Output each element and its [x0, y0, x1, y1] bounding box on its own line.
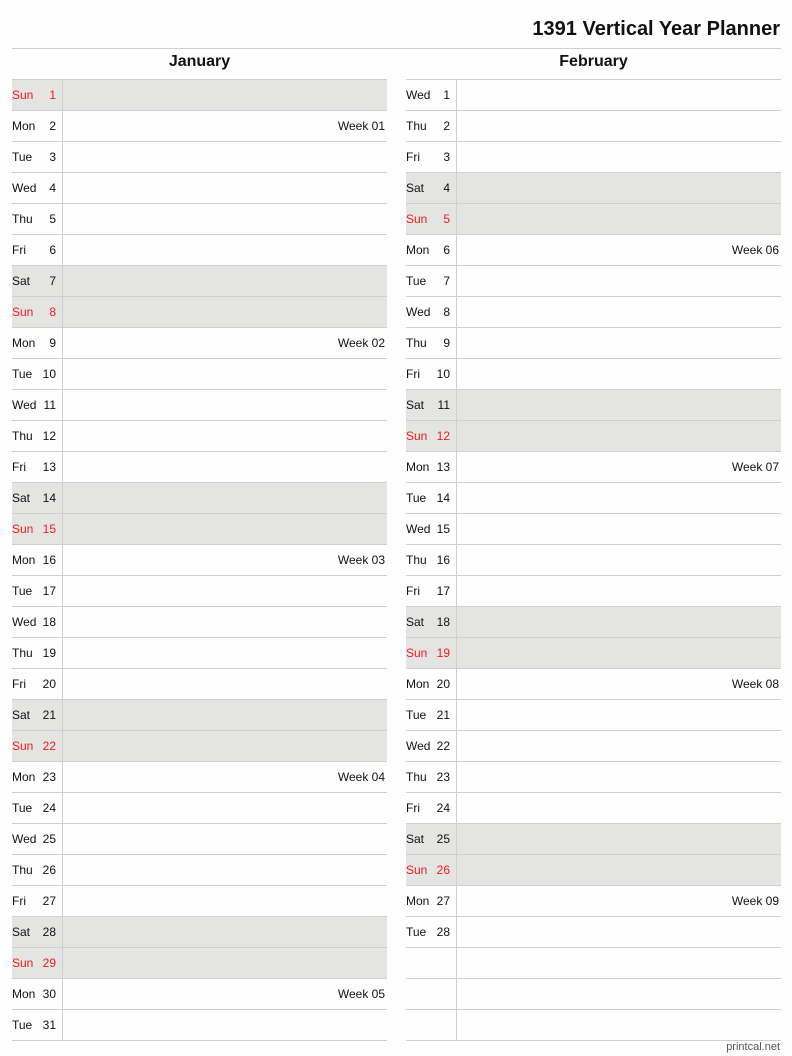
column-divider [456, 203, 457, 234]
day-of-week: Fri [406, 367, 420, 381]
day-row[interactable] [406, 762, 781, 793]
day-of-week: Thu [406, 770, 427, 784]
day-of-week: Fri [406, 801, 420, 815]
day-number: 12 [42, 429, 56, 443]
day-number: 29 [42, 956, 56, 970]
day-row[interactable] [406, 855, 781, 886]
day-of-week: Fri [12, 894, 26, 908]
page-title: 1391 Vertical Year Planner [532, 18, 780, 40]
day-number: 26 [42, 863, 56, 877]
day-of-week: Sat [12, 491, 31, 505]
day-number: 20 [42, 677, 56, 691]
day-number: 14 [436, 491, 450, 505]
day-of-week: Wed [406, 88, 431, 102]
day-number: 17 [436, 584, 450, 598]
day-row[interactable] [12, 1010, 387, 1041]
day-row[interactable] [12, 483, 387, 514]
day-row[interactable] [12, 979, 387, 1010]
day-number: 31 [42, 1018, 56, 1032]
day-of-week: Tue [406, 708, 427, 722]
month-january [12, 53, 387, 1032]
day-number: 27 [42, 894, 56, 908]
column-divider [456, 854, 457, 885]
column-divider [456, 389, 457, 420]
day-of-week: Thu [12, 212, 33, 226]
day-number: 3 [49, 150, 56, 164]
day-of-week: Sun [406, 863, 428, 877]
day-row[interactable] [12, 297, 387, 328]
day-row[interactable] [406, 1010, 781, 1041]
day-of-week: Tue [406, 925, 427, 939]
day-row[interactable] [12, 638, 387, 669]
day-number: 17 [42, 584, 56, 598]
day-number: 22 [42, 739, 56, 753]
week-label: Week 07 [731, 460, 779, 474]
day-list [406, 79, 781, 1041]
day-row[interactable] [12, 731, 387, 762]
day-row[interactable] [406, 638, 781, 669]
title-divider [12, 48, 781, 49]
column-divider [62, 358, 63, 389]
day-number: 25 [42, 832, 56, 846]
week-label: Week 09 [731, 894, 779, 908]
column-divider [456, 792, 457, 823]
day-row[interactable] [406, 793, 781, 824]
day-row[interactable] [12, 607, 387, 638]
day-of-week: Mon [12, 770, 36, 784]
day-number: 22 [436, 739, 450, 753]
column-divider [62, 885, 63, 916]
column-divider [456, 420, 457, 451]
column-divider [62, 265, 63, 296]
day-of-week: Mon [12, 336, 36, 350]
week-label: Week 02 [337, 336, 385, 350]
week-label: Week 03 [337, 553, 385, 567]
day-of-week: Tue [12, 801, 33, 815]
day-row[interactable] [12, 762, 387, 793]
day-of-week: Thu [406, 119, 427, 133]
day-row[interactable] [12, 266, 387, 297]
column-divider [62, 637, 63, 668]
day-row[interactable] [406, 607, 781, 638]
column-divider [456, 668, 457, 699]
day-of-week: Sun [12, 305, 34, 319]
column-divider [62, 699, 63, 730]
day-number: 27 [436, 894, 450, 908]
column-divider [456, 916, 457, 947]
day-of-week: Thu [12, 429, 33, 443]
day-of-week: Sun [12, 739, 34, 753]
day-row[interactable] [406, 824, 781, 855]
column-divider [62, 606, 63, 637]
day-row[interactable] [12, 576, 387, 607]
day-row[interactable] [406, 142, 781, 173]
day-row[interactable] [406, 669, 781, 700]
column-divider [456, 730, 457, 761]
day-number: 28 [436, 925, 450, 939]
day-row[interactable] [12, 855, 387, 886]
day-of-week: Fri [12, 243, 26, 257]
column-divider [62, 823, 63, 854]
day-number: 12 [436, 429, 450, 443]
footer-credit: printcal.net [726, 1041, 780, 1053]
day-number: 6 [443, 243, 450, 257]
day-row[interactable] [406, 576, 781, 607]
day-of-week: Wed [406, 522, 431, 536]
day-row[interactable] [12, 700, 387, 731]
day-of-week: Fri [406, 584, 420, 598]
column-divider [62, 1009, 63, 1040]
column-divider [62, 389, 63, 420]
day-number: 23 [42, 770, 56, 784]
column-divider [62, 203, 63, 234]
column-divider [62, 575, 63, 606]
week-label: Week 05 [337, 987, 385, 1001]
column-divider [62, 978, 63, 1009]
day-of-week: Sun [406, 429, 428, 443]
column-divider [456, 482, 457, 513]
day-number: 10 [42, 367, 56, 381]
day-row[interactable] [406, 452, 781, 483]
day-of-week: Wed [406, 739, 431, 753]
day-of-week: Sat [12, 925, 31, 939]
day-number: 11 [43, 398, 56, 412]
day-row[interactable] [406, 514, 781, 545]
day-number: 13 [42, 460, 56, 474]
day-number: 19 [436, 646, 450, 660]
day-number: 5 [443, 212, 450, 226]
day-number: 21 [436, 708, 450, 722]
day-number: 4 [49, 181, 56, 195]
column-divider [62, 482, 63, 513]
day-number: 18 [436, 615, 450, 629]
day-row[interactable] [406, 731, 781, 762]
column-divider [456, 265, 457, 296]
column-divider [62, 141, 63, 172]
column-divider [62, 854, 63, 885]
day-row[interactable] [12, 793, 387, 824]
day-row[interactable] [12, 80, 387, 111]
day-of-week: Thu [406, 336, 427, 350]
column-divider [62, 110, 63, 141]
day-of-week: Sat [406, 832, 425, 846]
day-of-week: Mon [12, 987, 36, 1001]
day-number: 21 [42, 708, 56, 722]
day-row[interactable] [406, 390, 781, 421]
day-number: 6 [49, 243, 56, 257]
day-of-week: Fri [406, 150, 420, 164]
week-label: Week 06 [731, 243, 779, 257]
column-divider [456, 978, 457, 1009]
day-row[interactable] [406, 173, 781, 204]
day-number: 2 [443, 119, 450, 133]
day-number: 25 [436, 832, 450, 846]
day-row[interactable] [406, 359, 781, 390]
day-number: 2 [49, 119, 56, 133]
day-row[interactable] [406, 483, 781, 514]
day-row[interactable] [406, 421, 781, 452]
day-of-week: Thu [406, 553, 427, 567]
day-number: 15 [436, 522, 450, 536]
week-label: Week 04 [337, 770, 385, 784]
day-row[interactable] [12, 235, 387, 266]
column-divider [62, 296, 63, 327]
column-divider [456, 544, 457, 575]
day-row[interactable] [406, 948, 781, 979]
day-row[interactable] [12, 111, 387, 142]
day-of-week: Wed [406, 305, 431, 319]
day-number: 9 [49, 336, 56, 350]
day-of-week: Tue [12, 150, 33, 164]
day-number: 8 [443, 305, 450, 319]
day-of-week: Wed [12, 615, 37, 629]
day-of-week: Mon [406, 677, 430, 691]
column-divider [62, 451, 63, 482]
column-divider [62, 172, 63, 203]
day-of-week: Tue [12, 367, 33, 381]
day-of-week: Wed [12, 832, 37, 846]
column-divider [456, 234, 457, 265]
column-divider [62, 327, 63, 358]
day-number: 1 [443, 88, 450, 102]
day-of-week: Mon [406, 894, 430, 908]
column-divider [62, 761, 63, 792]
day-row[interactable] [12, 824, 387, 855]
column-divider [456, 172, 457, 203]
column-divider [456, 947, 457, 978]
day-number: 14 [42, 491, 56, 505]
day-row[interactable] [12, 421, 387, 452]
day-row[interactable] [406, 80, 781, 111]
day-of-week: Sat [406, 398, 425, 412]
month-title: January [168, 53, 231, 70]
day-row[interactable] [12, 917, 387, 948]
column-divider [62, 916, 63, 947]
day-of-week: Sat [406, 181, 425, 195]
day-number: 24 [436, 801, 450, 815]
day-row[interactable] [406, 204, 781, 235]
day-of-week: Wed [12, 398, 37, 412]
day-number: 19 [42, 646, 56, 660]
day-number: 10 [436, 367, 450, 381]
day-of-week: Tue [406, 491, 427, 505]
day-of-week: Sun [12, 522, 34, 536]
column-divider [62, 234, 63, 265]
day-row[interactable] [12, 390, 387, 421]
column-divider [62, 420, 63, 451]
column-divider [456, 606, 457, 637]
week-label: Week 08 [731, 677, 779, 691]
day-of-week: Wed [12, 181, 37, 195]
day-of-week: Sun [406, 646, 428, 660]
day-of-week: Fri [12, 677, 26, 691]
day-number: 4 [443, 181, 450, 195]
day-number: 13 [436, 460, 450, 474]
day-number: 16 [42, 553, 56, 567]
day-number: 7 [49, 274, 56, 288]
column-divider [456, 141, 457, 172]
day-row[interactable] [406, 979, 781, 1010]
day-row[interactable] [406, 886, 781, 917]
day-of-week: Thu [12, 646, 33, 660]
day-of-week: Thu [12, 863, 33, 877]
day-list [12, 79, 387, 1041]
day-number: 1 [49, 88, 56, 102]
column-divider [456, 699, 457, 730]
day-number: 20 [436, 677, 450, 691]
day-of-week: Mon [406, 243, 430, 257]
day-row[interactable] [406, 111, 781, 142]
column-divider [456, 761, 457, 792]
column-divider [456, 513, 457, 544]
column-divider [456, 823, 457, 854]
month-title: February [559, 53, 628, 70]
column-divider [456, 885, 457, 916]
day-of-week: Sat [12, 708, 31, 722]
column-divider [62, 730, 63, 761]
day-of-week: Mon [12, 119, 36, 133]
day-of-week: Mon [12, 553, 36, 567]
day-row[interactable] [12, 204, 387, 235]
day-number: 9 [443, 336, 450, 350]
day-row[interactable] [12, 142, 387, 173]
column-divider [62, 792, 63, 823]
day-number: 5 [49, 212, 56, 226]
day-row[interactable] [406, 328, 781, 359]
day-row[interactable] [406, 297, 781, 328]
day-row[interactable] [12, 173, 387, 204]
column-divider [456, 637, 457, 668]
day-number: 11 [437, 398, 450, 412]
column-divider [456, 1009, 457, 1040]
day-row[interactable] [406, 917, 781, 948]
month-february [406, 53, 781, 939]
day-of-week: Mon [406, 460, 430, 474]
column-divider [62, 544, 63, 575]
column-divider [456, 575, 457, 606]
column-divider [456, 80, 457, 110]
day-row[interactable] [406, 700, 781, 731]
day-of-week: Fri [12, 460, 26, 474]
day-row[interactable] [12, 545, 387, 576]
day-row[interactable] [12, 886, 387, 917]
day-of-week: Tue [12, 1018, 33, 1032]
day-of-week: Sat [406, 615, 425, 629]
day-row[interactable] [406, 266, 781, 297]
column-divider [456, 327, 457, 358]
column-divider [456, 296, 457, 327]
column-divider [62, 513, 63, 544]
day-row[interactable] [12, 452, 387, 483]
day-number: 28 [42, 925, 56, 939]
day-number: 30 [42, 987, 56, 1001]
day-row[interactable] [406, 545, 781, 576]
day-number: 18 [42, 615, 56, 629]
day-of-week: Sun [406, 212, 428, 226]
column-divider [62, 668, 63, 699]
day-of-week: Tue [406, 274, 427, 288]
column-divider [456, 110, 457, 141]
column-divider [456, 358, 457, 389]
column-divider [62, 80, 63, 110]
day-number: 3 [443, 150, 450, 164]
day-number: 16 [436, 553, 450, 567]
day-row[interactable] [12, 669, 387, 700]
day-of-week: Sun [12, 88, 34, 102]
day-row[interactable] [12, 514, 387, 545]
column-divider [456, 451, 457, 482]
day-number: 7 [443, 274, 450, 288]
day-number: 24 [42, 801, 56, 815]
day-number: 8 [49, 305, 56, 319]
day-row[interactable] [12, 328, 387, 359]
day-of-week: Sun [12, 956, 34, 970]
day-of-week: Tue [12, 584, 33, 598]
column-divider [62, 947, 63, 978]
day-number: 26 [436, 863, 450, 877]
day-row[interactable] [12, 359, 387, 390]
week-label: Week 01 [337, 119, 385, 133]
day-row[interactable] [406, 235, 781, 266]
day-of-week: Sat [12, 274, 31, 288]
day-number: 15 [42, 522, 56, 536]
day-row[interactable] [12, 948, 387, 979]
day-number: 23 [436, 770, 450, 784]
